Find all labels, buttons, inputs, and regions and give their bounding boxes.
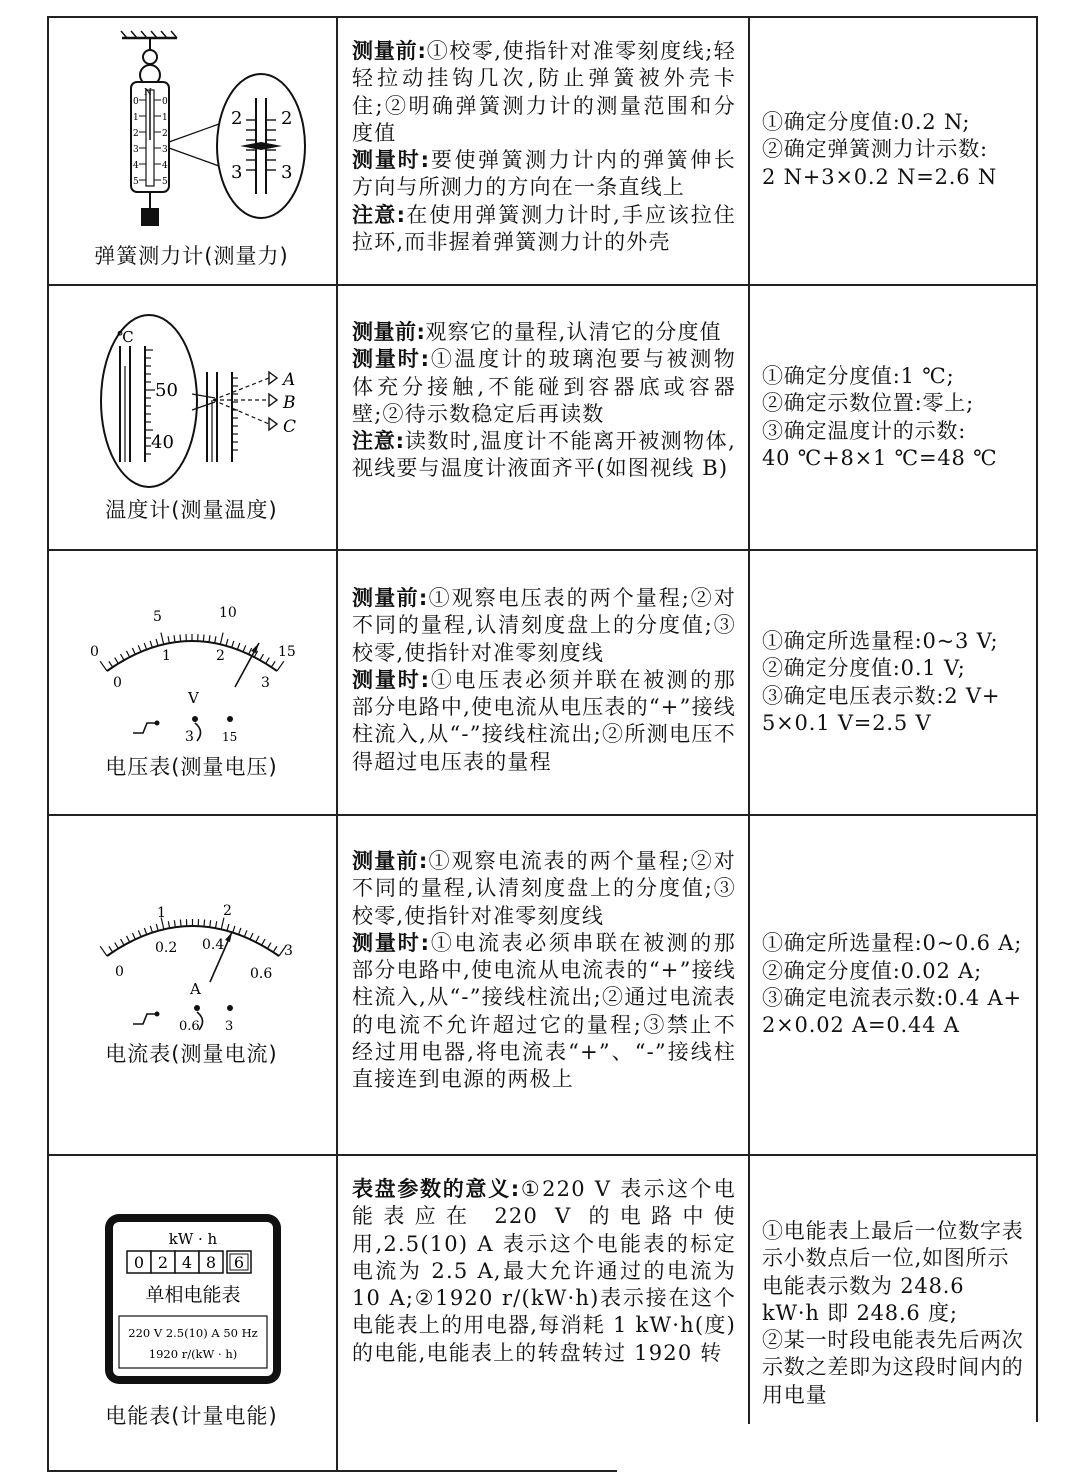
instruction-text bbox=[352, 848, 736, 1094]
tick-label-left: 0 bbox=[133, 97, 139, 107]
tick-label-left: 1 bbox=[133, 113, 139, 123]
dial-tick bbox=[210, 920, 211, 927]
dial-tick bbox=[174, 635, 175, 642]
dial-tick bbox=[273, 946, 277, 952]
label-during: 测量时: bbox=[352, 667, 430, 692]
ammeter-figure bbox=[47, 816, 336, 1154]
text-before: 观察它的量程,认清它的分度值 bbox=[425, 320, 722, 344]
tick-label-left: 5 bbox=[133, 177, 139, 187]
dial-tick bbox=[150, 926, 152, 933]
sightline-label: B bbox=[283, 393, 296, 413]
instruction-cell bbox=[338, 1156, 748, 1470]
terminal-label: 0.6 bbox=[179, 1019, 200, 1034]
dial-tick bbox=[244, 930, 247, 936]
instrument-caption: 电压表(测量电压) bbox=[105, 755, 278, 779]
reading-text bbox=[762, 930, 1022, 1039]
inner-tick-label: 0.4 bbox=[202, 937, 225, 953]
outer-tick-label: 0 bbox=[90, 644, 99, 660]
dial-tick bbox=[144, 928, 146, 935]
zoom-label: 2 bbox=[281, 108, 293, 129]
dial-tick bbox=[174, 920, 175, 927]
meter-spec: 220 V 2.5(10) A 50 Hz bbox=[128, 1326, 258, 1340]
text-during: ①电压表必须并联在被测的那部分电路中,使电流从电压表的“+”接线柱流入,从“-”接线柱流出;②所测电压不得超过电压表的量程 bbox=[352, 667, 736, 774]
label-before: 测量前: bbox=[352, 849, 428, 873]
instrument-caption: 电流表(测量电流) bbox=[105, 1042, 278, 1066]
figure-cell bbox=[47, 551, 336, 814]
label-before: 测量前: bbox=[352, 586, 428, 610]
dial-tick bbox=[156, 639, 158, 646]
inner-tick-label: 1 bbox=[162, 648, 171, 664]
instruction-text bbox=[352, 319, 736, 483]
outer-tick-label: 3 bbox=[284, 943, 293, 959]
dial-tick bbox=[220, 633, 223, 645]
outer-tick-label: 5 bbox=[153, 609, 162, 625]
instruction-cell bbox=[338, 551, 748, 814]
dial-tick bbox=[126, 651, 129, 657]
dial-tick bbox=[115, 658, 119, 664]
label-during: 测量时: bbox=[352, 347, 430, 372]
instruction-cell bbox=[338, 816, 748, 1154]
dial-tick bbox=[138, 930, 141, 936]
tick-label-right: 5 bbox=[162, 177, 168, 187]
dial-tick bbox=[126, 936, 129, 942]
dial-tick bbox=[239, 928, 241, 935]
instruction-cell bbox=[338, 286, 748, 549]
dial-tick bbox=[150, 641, 152, 648]
reading-line: 2 N+3×0.2 N=2.6 N bbox=[762, 164, 998, 189]
dial-tick bbox=[267, 943, 271, 949]
dial-tick bbox=[121, 654, 124, 660]
reading-line: ①确定所选量程:0~3 V; bbox=[762, 628, 999, 653]
ammeter-ticks bbox=[100, 918, 286, 956]
tick-label-right: 0 bbox=[162, 97, 168, 107]
meter-digit: 2 bbox=[157, 1253, 169, 1272]
figure-cell bbox=[47, 16, 336, 284]
label-during: 测量时: bbox=[352, 930, 430, 955]
row-spring-scale bbox=[47, 16, 1038, 286]
reading-line: 5×0.1 V=2.5 V bbox=[762, 710, 932, 735]
figure-cell bbox=[47, 1156, 336, 1470]
tick-label-left: 4 bbox=[133, 161, 139, 171]
dial-tick bbox=[249, 648, 252, 654]
tick-label-right: 4 bbox=[162, 161, 168, 171]
label-before: 测量前: bbox=[352, 320, 426, 344]
temp-tick-label: 40 bbox=[151, 432, 174, 453]
dial-tick bbox=[156, 924, 158, 931]
reading-line: ①确定分度值:1 ℃; bbox=[762, 363, 955, 388]
label-note: 注意: bbox=[352, 429, 405, 454]
dial-tick bbox=[180, 635, 181, 642]
reading-line: ①电能表上最后一位数字表示小数点后一位,如图所示电能表示数为 248.6 kW·h 即 248.6 度; bbox=[762, 1219, 1024, 1325]
instruction-cell bbox=[338, 16, 748, 284]
table-border-left bbox=[47, 16, 49, 1470]
tick-label-left: 2 bbox=[133, 129, 139, 139]
inner-tick-label: 0 bbox=[115, 964, 124, 980]
dial-tick bbox=[215, 636, 216, 643]
meter-digit-decimal: 6 bbox=[233, 1253, 245, 1272]
inner-tick-label: 0.6 bbox=[250, 966, 273, 982]
dial-tick bbox=[262, 939, 265, 945]
meter-digit: 8 bbox=[205, 1253, 217, 1272]
reading-cell bbox=[750, 286, 1038, 549]
dial-tick bbox=[256, 936, 259, 942]
text-note: 读数时,温度计不能离开被测物体,视线要与温度计液面齐平(如图视线 B) bbox=[352, 429, 736, 481]
reading-line: ③确定电压表示数:2 V+ bbox=[762, 683, 1001, 708]
text-before: ①校零,使指针对准零刻度线;轻轻拉动挂钩几次,防止弹簧被外壳卡住;②明确弹簧测力计的测量范围和分度值 bbox=[352, 39, 736, 145]
reading-text bbox=[762, 628, 1000, 737]
zoom-label: 2 bbox=[231, 108, 243, 129]
table-bottom-border bbox=[47, 1470, 617, 1472]
dial-tick bbox=[209, 635, 210, 642]
reading-text bbox=[762, 363, 997, 472]
outer-tick-label: 15 bbox=[278, 644, 296, 660]
row-energy-meter bbox=[47, 1156, 1038, 1470]
label-before: 测量前: bbox=[352, 39, 427, 63]
dial-tick bbox=[260, 654, 263, 660]
table-divider bbox=[336, 16, 338, 1470]
reading-line: ②确定分度值:0.02 A; bbox=[762, 958, 982, 983]
dial-tick bbox=[266, 658, 270, 664]
label-note: 注意: bbox=[352, 202, 406, 227]
meter-name: 单相电能表 bbox=[145, 1284, 241, 1306]
dial-tick bbox=[232, 641, 234, 648]
tick-label-right: 1 bbox=[162, 113, 168, 123]
reading-cell bbox=[750, 1156, 1038, 1418]
reading-line: ①确定分度值:0.2 N; bbox=[762, 110, 971, 135]
dial-tick bbox=[227, 924, 229, 931]
row-ammeter bbox=[47, 816, 1038, 1156]
inner-tick-label: 2 bbox=[216, 648, 225, 664]
dial-tick bbox=[100, 661, 107, 671]
dial-tick bbox=[100, 946, 107, 956]
inner-tick-label: 0.2 bbox=[155, 940, 178, 956]
dial-tick bbox=[132, 648, 135, 654]
dial-tick bbox=[237, 643, 239, 650]
dial-tick bbox=[168, 636, 169, 643]
reading-line: 40 ℃+8×1 ℃=48 ℃ bbox=[762, 445, 998, 470]
instrument-caption: 温度计(测量温度) bbox=[105, 498, 278, 522]
reading-line: 2×0.02 A=0.44 A bbox=[762, 1013, 960, 1038]
text-during: ①电流表必须串联在被测的那部分电路中,使电流从电流表的“+”接线柱流入,从“-”接线柱流出;②通过电流表的电流不允许超过它的量程;③禁止不经过用电器,将电流表“+”、“-”接线柱直接连到电源的两极上 bbox=[352, 930, 736, 1092]
reading-text bbox=[762, 109, 997, 191]
label-meaning: 表盘参数的意义: bbox=[352, 1177, 520, 1201]
dial-tick bbox=[144, 643, 146, 650]
dial-tick bbox=[277, 661, 284, 671]
instruction-text bbox=[352, 1176, 736, 1367]
dial-tick bbox=[271, 661, 275, 667]
zoom-label: 3 bbox=[231, 162, 243, 183]
reading-line: ③确定温度计的示数: bbox=[762, 418, 967, 443]
figure-cell bbox=[47, 816, 336, 1154]
meter-spec: 1920 r/(kW · h) bbox=[148, 1347, 238, 1361]
dial-tick bbox=[226, 639, 228, 646]
outer-tick-label: 2 bbox=[223, 903, 232, 919]
instrument-caption: 弹簧测力计(测量力) bbox=[94, 244, 289, 268]
reading-line: ③确定电流表示数:0.4 A+ bbox=[762, 986, 1022, 1010]
dial-tick bbox=[161, 633, 164, 645]
dial-tick bbox=[138, 645, 141, 651]
dial-tick bbox=[180, 920, 181, 927]
reading-line: ②某一时段电能表先后两次示数之差即为这段时间内的用电量 bbox=[762, 1328, 1024, 1407]
instruction-text bbox=[352, 585, 736, 776]
dial-tick bbox=[204, 920, 205, 927]
meter-digit: 0 bbox=[133, 1253, 145, 1272]
text-meaning: ①220 V 表示这个电能表应在 220 V 的电路中使用,2.5(10) A 表示这个电能表的标定电流为 2.5 A,最大允许通过的电流为 10 A;②1920 r/(kW·h)表示接在这个电能表上的用电器,每消耗 1 kW·h(度)的电能,电能表上的转盘转过 1920 转 bbox=[352, 1177, 737, 1365]
meter-digit: 4 bbox=[181, 1253, 193, 1272]
sightline-label: A bbox=[283, 370, 296, 390]
dial-tick bbox=[121, 939, 124, 945]
reading-cell bbox=[750, 816, 1038, 1154]
dial-tick bbox=[109, 661, 113, 667]
table-divider bbox=[748, 16, 750, 1424]
terminal-label: 3 bbox=[185, 729, 194, 745]
scale-unit-label: N bbox=[144, 88, 152, 98]
table-border-right bbox=[1036, 16, 1038, 1422]
inner-tick-label: 0 bbox=[113, 675, 122, 691]
figure-cell bbox=[47, 286, 336, 549]
dial-tick bbox=[233, 926, 235, 933]
text-during: ①温度计的玻璃泡要与被测物体充分接触,不能碰到容器底或容器壁;②待示数稳定后再读数 bbox=[352, 347, 736, 426]
dial-tick bbox=[215, 921, 216, 928]
dial-tick bbox=[132, 933, 135, 939]
reading-line: ②确定分度值:0.1 V; bbox=[762, 656, 966, 681]
row-voltmeter bbox=[47, 551, 1038, 816]
unit-label: V bbox=[188, 689, 199, 707]
text-before: ①观察电流表的两个量程;②对不同的量程,认清刻度盘上的分度值;③校零,使指针对准零刻度线 bbox=[352, 849, 736, 928]
reading-line: ②确定弹簧测力计示数: bbox=[762, 137, 988, 162]
instruction-text bbox=[352, 38, 736, 256]
reading-line: ②确定示数位置:零上; bbox=[762, 391, 974, 416]
reading-text bbox=[762, 1218, 1028, 1409]
text-before: ①观察电压表的两个量程;②对不同的量程,认清刻度盘上的分度值;③校零,使指针对准零刻度线 bbox=[352, 586, 736, 665]
tick-label-left: 3 bbox=[133, 145, 139, 155]
outer-tick-label: 1 bbox=[157, 905, 166, 921]
temp-unit-label: ℃ bbox=[117, 328, 134, 346]
reading-cell bbox=[750, 16, 1038, 284]
dial-tick bbox=[221, 918, 224, 930]
dial-tick bbox=[243, 645, 246, 651]
meter-unit: kW · h bbox=[168, 1230, 218, 1248]
zoom-label: 3 bbox=[281, 162, 293, 183]
row-thermometer bbox=[47, 286, 1038, 551]
label-during: 测量时: bbox=[352, 148, 430, 173]
unit-label: A bbox=[190, 980, 201, 998]
tick-label-right: 3 bbox=[162, 145, 168, 155]
reading-line: ①确定所选量程:0~0.6 A; bbox=[762, 931, 1023, 956]
inner-tick-label: 3 bbox=[261, 675, 270, 691]
tick-label-right: 2 bbox=[162, 129, 168, 139]
instrument-caption: 电能表(计量电能) bbox=[105, 1404, 278, 1428]
reading-cell bbox=[750, 551, 1038, 814]
text-note: 在使用弹簧测力计时,手应该拉住拉环,而非握着弹簧测力计的外壳 bbox=[352, 202, 736, 255]
temp-tick-label: 50 bbox=[155, 380, 178, 401]
sightline-label: C bbox=[283, 417, 297, 437]
dial-tick bbox=[109, 946, 113, 952]
terminal-label: 3 bbox=[225, 1019, 234, 1034]
dial-tick bbox=[115, 943, 119, 949]
text-during: 要使弹簧测力计内的弹簧伸长方向与所测力的方向在一条直线上 bbox=[352, 148, 736, 200]
dial-tick bbox=[203, 635, 204, 642]
dial-tick bbox=[250, 933, 253, 939]
dial-tick bbox=[168, 921, 169, 928]
outer-tick-label: 10 bbox=[219, 605, 237, 621]
terminal-label: 15 bbox=[222, 730, 238, 744]
